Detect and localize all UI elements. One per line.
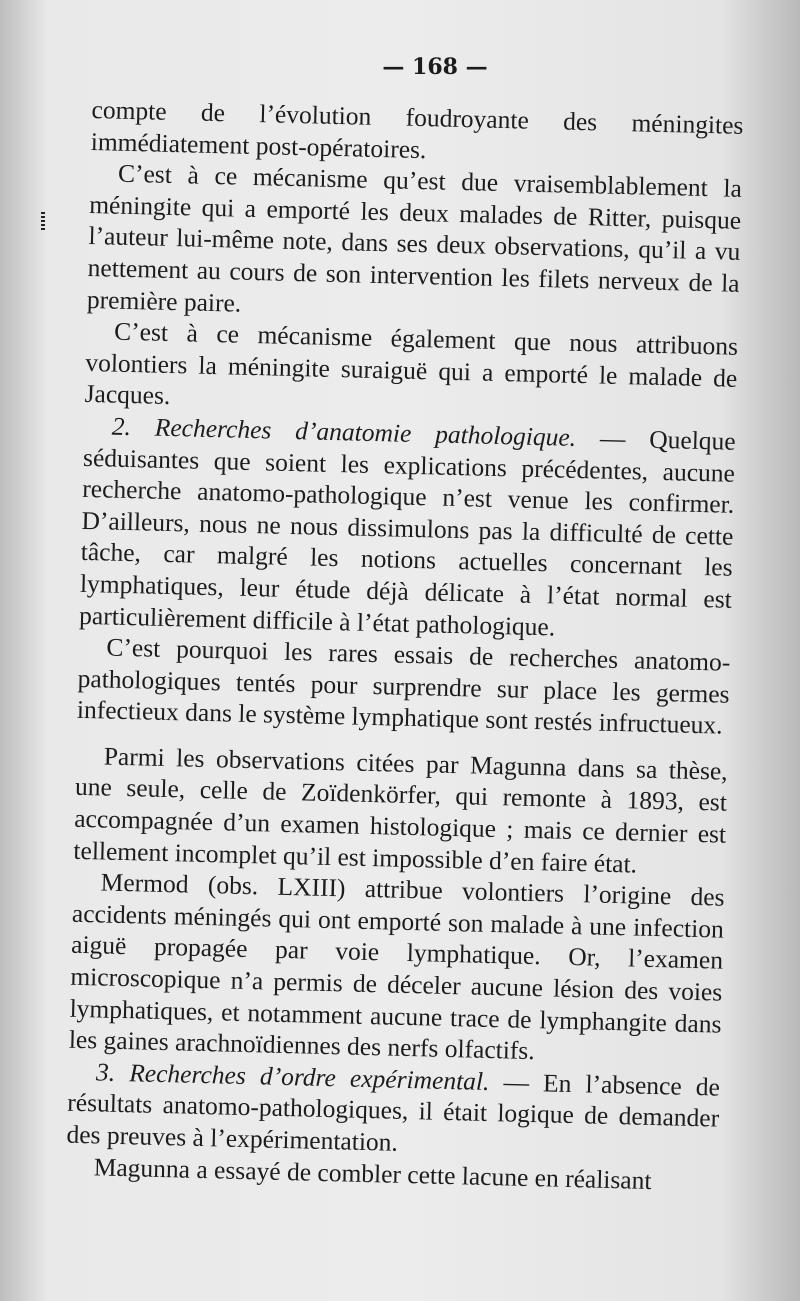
paragraph-2: C’est à ce mécanisme qu’est due vraisemblablement la méningite qui a emporté les deux malades de Ritter, puisque l’auteur lui-même note, dans ses deux observations, qu’il a vu nettement au cours de son intervention les filets nerveux de la première paire. — [86, 158, 743, 318]
section-heading-2: 2. Recherches d’anatomie pathologique. — [111, 411, 577, 452]
body-text — [65, 94, 743, 1198]
paragraph-5: C’est pourquoi les rares essais de recherches anatomo-pathologiques tentés pour surprendre sur place les germes infectieux dans le système lymphatique sont restés infructueux. — [76, 632, 731, 740]
paragraph-9: Magunna a essayé de combler cette lacune en réalisant — [93, 1151, 652, 1195]
paragraph-7: Mermod (obs. LXIII) attribue volontiers l’origine des accidents méningés qui ont emporté son malade à une infection aiguë propagée par voie lymphatique. Or, l’examen microscopique n’a permis de déceler aucune lésion des voies lymphatiques, et notamment aucune trace de lymphangite dans les gaines arachnoïdiennes des nerfs olfactifs. — [68, 867, 725, 1066]
paragraph-1: compte de l’évolution foudroyante des méningites immédiatement post-opératoires. — [90, 94, 744, 164]
paragraph-4-text: — Quelque séduisantes que soient les explications précédentes, aucune recherche anatomo-pathologique n’est venue les confirmer. D’ailleurs, nous ne nous dissimulons pas la difficulté de cette tâche, car malgré les notions actuelles concernant les lymphatiques, leur étude déjà délicate à l’état normal est particulièrement difficile à l’état pathologique. — [78, 422, 737, 641]
paragraph-4 — [79, 410, 736, 647]
paragraph-8 — [66, 1056, 720, 1167]
paragraph-3: C’est à ce mécanisme également que nous attribuons volontiers la méningite suraiguë qui a emporté le malade de Jacques. — [84, 316, 739, 411]
paragraph-8-text: — En l’absence de résultats anatomo-pathologiques, il était logique de demander des preuves à l’expérimentation. — [66, 1066, 721, 1157]
page-number: — 168 — — [382, 54, 488, 80]
page-edge-mark — [41, 212, 45, 230]
section-heading-3: 3. Recherches d’ordre expérimental. — [95, 1057, 490, 1096]
paragraph-6: Parmi les observations citées par Magunna dans sa thèse, une seule, celle de Zoïdenkörfer, qui remonte à 1893, est accompagnée d’un examen histologique ; mais ce dernier est tellement incomplet qu’il est impossible d’en faire état. — [73, 741, 729, 879]
